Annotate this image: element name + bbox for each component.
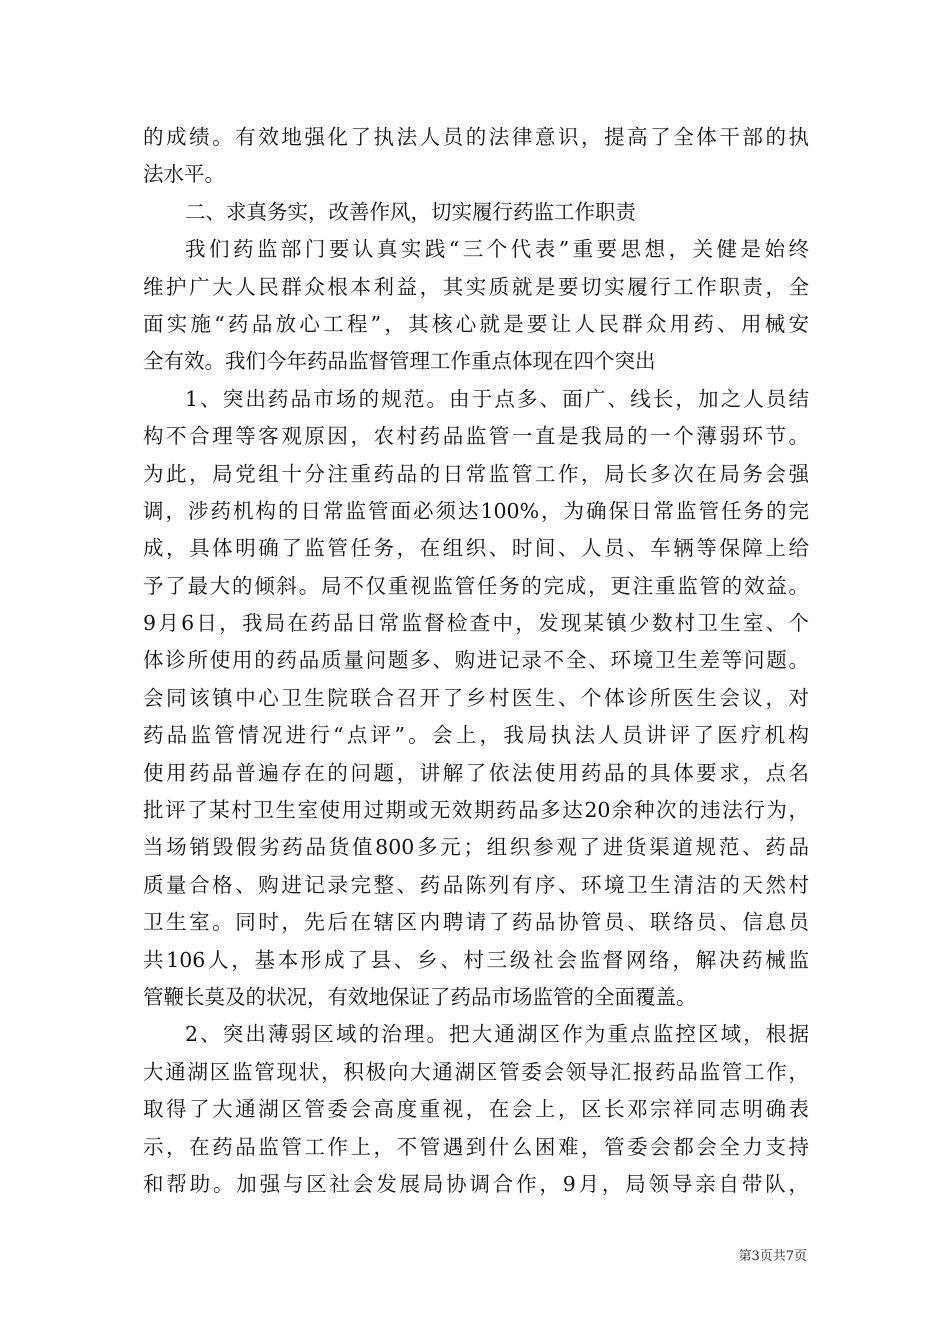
text-line: 为此，局党组十分注重药品的日常监管工作，局长多次在局务会强 — [143, 461, 809, 486]
text-line: 维护广大人民群众根本利益，其实质就是要切实履行工作职责，全 — [143, 274, 809, 299]
text-line: 予了最大的倾斜。局不仅重视监管任务的完成，更注重监管的效益。 — [143, 573, 809, 598]
text-line: 大通湖区监管现状，积极向大通湖区管委会领导汇报药品监管工作， — [143, 1059, 809, 1084]
text-line: 管鞭长莫及的状况，有效地保证了药品市场监管的全面覆盖。 — [143, 984, 697, 1009]
text-line: 二、求真务实，改善作风，切实履行药监工作职责 — [185, 199, 636, 224]
text-line: 质量合格、购进记录完整、药品陈列有序、环境卫生清洁的天然村 — [143, 872, 809, 897]
text-line: 成，具体明确了监管任务，在组织、时间、人员、车辆等保障上给 — [143, 536, 809, 561]
text-line: 共106人，基本形成了县、乡、村三级社会监督网络，解决药械监 — [143, 947, 809, 972]
text-line: 体诊所使用的药品质量问题多、购进记录不全、环境卫生差等问题。 — [143, 648, 809, 673]
body-text — [143, 119, 809, 1203]
text-line: 2、突出薄弱区域的治理。把大通湖区作为重点监控区域，根据 — [185, 1022, 809, 1047]
text-line: 当场销毁假劣药品货值800多元；组织参观了进货渠道规范、药品 — [143, 835, 809, 860]
text-line: 使用药品普遍存在的问题，讲解了依法使用药品的具体要求，点名 — [143, 760, 809, 785]
page-number-footer: 第3页共7页 — [738, 1249, 807, 1264]
text-line: 批评了某村卫生室使用过期或无效期药品多达20余种次的违法行为， — [143, 798, 809, 823]
text-line: 和帮助。加强与区社会发展局协调合作，9月，局领导亲自带队， — [143, 1171, 809, 1196]
text-line: 卫生室。同时，先后在辖区内聘请了药品协管员、联络员、信息员 — [143, 910, 809, 935]
text-line: 法水平。 — [143, 162, 225, 187]
text-line: 我们药监部门要认真实践“三个代表”重要思想，关健是始终 — [185, 237, 809, 262]
text-line: 的成绩。有效地强化了执法人员的法律意识，提高了全体干部的执 — [143, 125, 809, 149]
text-line: 构不合理等客观原因，农村药品监管一直是我局的一个薄弱环节。 — [143, 424, 809, 449]
text-line: 药品监管情况进行“点评”。会上，我局执法人员讲评了医疗机构 — [143, 723, 809, 748]
text-line: 调，涉药机构的日常监管面必须达100%，为确保日常监管任务的完 — [143, 498, 809, 523]
text-line: 全有效。我们今年药品监督管理工作重点体现在四个突出 — [143, 349, 656, 374]
text-line: 1、突出药品市场的规范。由于点多、面广、线长，加之人员结 — [185, 386, 809, 411]
text-line: 示，在药品监管工作上，不管遇到什么困难，管委会都会全力支持 — [143, 1134, 809, 1159]
text-line: 9月6日，我局在药品日常监督检查中，发现某镇少数村卫生室、个 — [143, 611, 809, 636]
text-line: 面实施“药品放心工程”，其核心就是要让人民群众用药、用械安 — [143, 311, 809, 336]
text-line: 会同该镇中心卫生院联合召开了乡村医生、个体诊所医生会议，对 — [143, 685, 809, 710]
text-line: 取得了大通湖区管委会高度重视，在会上，区长邓宗祥同志明确表 — [143, 1097, 809, 1122]
